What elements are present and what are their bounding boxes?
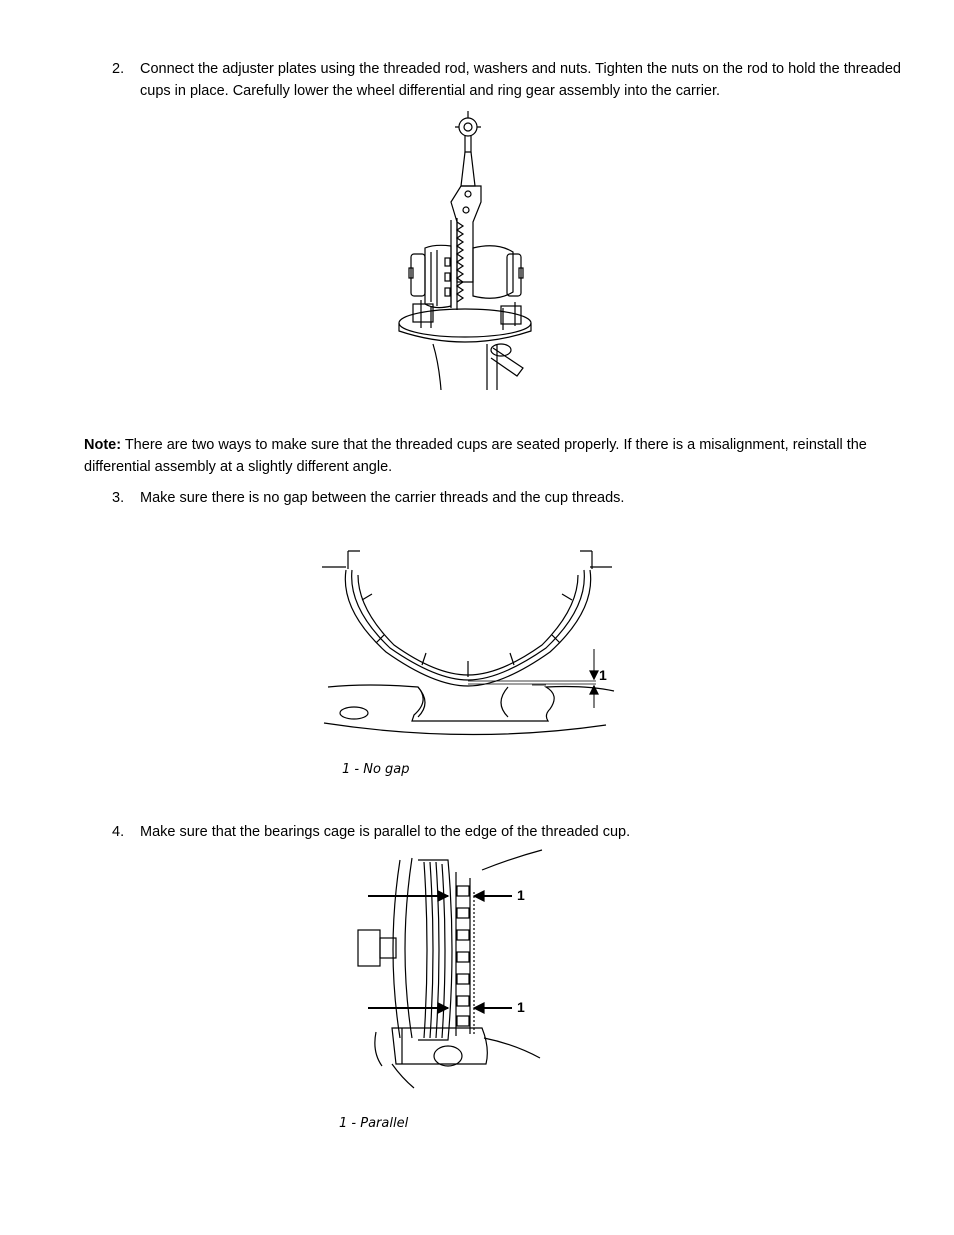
parallel-caption: 1 - Parallel: [339, 1116, 409, 1131]
step-number: 2.: [112, 61, 125, 77]
step-text: Make sure that the bearings cage is parallel to the edge of the threaded cup.: [140, 824, 631, 840]
step-text: Connect the adjuster plates using the threaded rod, washers and nuts. Tighten the nuts on the rod to hold the threaded cups in place. Carefully lower the wheel differential and ring gear assembly into the carrier.: [140, 61, 901, 99]
step-number: 3.: [112, 490, 125, 506]
no-gap-caption: 1 - No gap: [342, 762, 410, 777]
note-text: There are two ways to make sure that the threaded cups are seated properly. If there is a misalignment, reinstall the differential assembly at a slightly different angle.: [84, 437, 867, 475]
parallel-callout-top: 1: [517, 887, 525, 903]
note-label: Note:: [84, 437, 122, 453]
no-gap-figure: [318, 545, 618, 745]
differential-lowering-figure: [385, 108, 545, 393]
step-number: 4.: [112, 824, 125, 840]
parallel-figure: [352, 848, 547, 1093]
note: [84, 434, 874, 478]
step-text: Make sure there is no gap between the carrier threads and the cup threads.: [140, 490, 625, 506]
parallel-callout-bottom: 1: [517, 999, 525, 1015]
no-gap-callout: 1: [599, 667, 607, 683]
